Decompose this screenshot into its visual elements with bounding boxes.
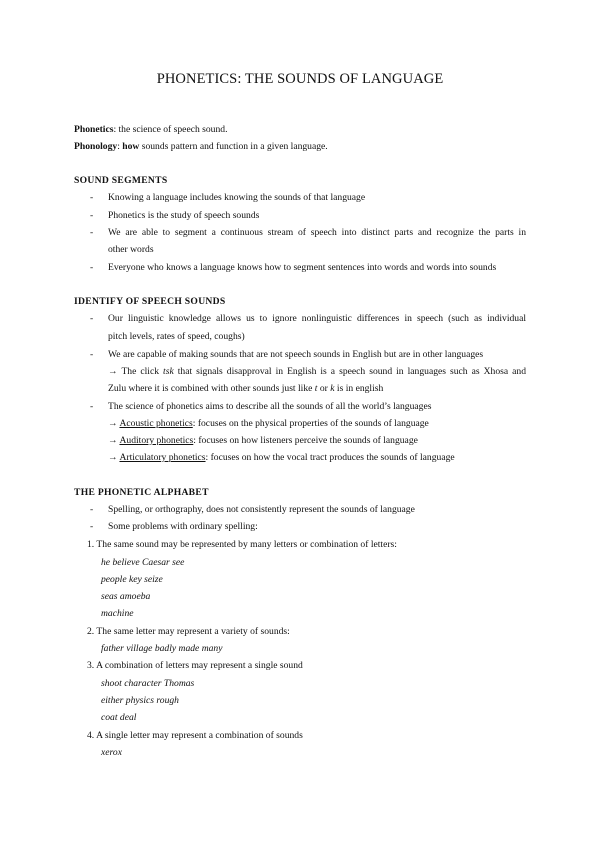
list-item: The science of phonetics aims to describe all the sounds of all the world’s languages	[108, 401, 432, 412]
list-item-continuation: other words	[108, 244, 154, 255]
heading-sound-segments: SOUND SEGMENTS	[74, 175, 168, 186]
letter-t: t	[314, 383, 318, 394]
page-title: PHONETICS: THE SOUNDS OF LANGUAGE	[156, 71, 444, 87]
arrow-item-continuation	[108, 383, 383, 394]
list-item: Knowing a language includes knowing the sounds of that language	[108, 192, 366, 203]
list-item: We are able to segment a continuous stream of speech into distinct parts and recognize the parts in	[108, 227, 526, 238]
sub-item-text: : focuses on how listeners perceive the sounds of language	[193, 435, 418, 446]
definition-phonetics-text: : the science of speech sound.	[113, 124, 228, 135]
numbered-item-1: 1. The same sound may be represented by many letters or combination of letters:	[87, 539, 397, 550]
heading-identify-speech-sounds: IDENTIFY OF SPEECH SOUNDS	[74, 296, 226, 307]
list-item: Some problems with ordinary spelling:	[108, 521, 258, 532]
letter-k: k	[330, 383, 335, 394]
term-phonetics: Phonetics	[74, 124, 114, 135]
bullet-dash: -	[90, 210, 94, 221]
numbered-item-4: 4. A single letter may represent a combination of sounds	[87, 730, 303, 741]
arrow-item-click-sound	[108, 366, 526, 377]
example-line: coat deal	[101, 712, 137, 723]
term-acoustic-phonetics: Acoustic phonetics	[119, 418, 193, 429]
arrow-text: or	[317, 383, 331, 394]
term-auditory-phonetics: Auditory phonetics	[119, 435, 194, 446]
example-line: father village badly made many	[101, 643, 223, 654]
list-item: Our linguistic knowledge allows us to ignore nonlinguistic differences in speech (such as individual	[108, 313, 526, 324]
phonology-how: how	[122, 141, 140, 152]
list-item: Spelling, or orthography, does not consistently represent the sounds of language	[108, 504, 415, 515]
heading-phonetic-alphabet: THE PHONETIC ALPHABET	[74, 487, 209, 498]
term-phonology: Phonology	[74, 141, 118, 152]
list-item: Everyone who knows a language knows how to segment sentences into words and words into sounds	[108, 262, 497, 273]
bullet-dash: -	[90, 227, 94, 238]
sub-item-auditory	[108, 435, 418, 446]
numbered-item-3: 3. A combination of letters may represent a single sound	[87, 660, 303, 671]
example-line: either physics rough	[101, 695, 179, 706]
example-line: people key seize	[101, 574, 163, 585]
list-item: We are capable of making sounds that are not speech sounds in English but are in other languages	[108, 349, 484, 360]
example-line: xerox	[101, 747, 122, 758]
bullet-dash: -	[90, 349, 94, 360]
arrow-text: is in english	[334, 383, 384, 394]
definition-phonology	[74, 141, 328, 152]
bullet-dash: -	[90, 521, 94, 532]
sub-item-articulatory	[108, 452, 455, 463]
example-line: machine	[101, 608, 134, 619]
bullet-dash: -	[90, 192, 94, 203]
bullet-dash: -	[90, 401, 94, 412]
arrow-icon: →	[108, 452, 120, 463]
example-line: shoot character Thomas	[101, 678, 195, 689]
arrow-text: → The click	[108, 366, 164, 377]
sub-item-acoustic	[108, 418, 429, 429]
bullet-dash: -	[90, 313, 94, 324]
bullet-dash: -	[90, 504, 94, 515]
list-item-continuation: pitch levels, rates of speed, coughs)	[108, 331, 245, 342]
definition-phonetics	[74, 124, 227, 135]
sub-item-text: : focuses on how the vocal tract produces the sounds of language	[205, 452, 455, 463]
arrow-text: Zulu where it is combined with other sounds just like	[108, 383, 315, 394]
sub-item-text: : focuses on the physical properties of the sounds of language	[192, 418, 429, 429]
arrow-icon: →	[108, 435, 120, 446]
definition-phonology-text: sounds pattern and function in a given language.	[139, 141, 328, 152]
term-articulatory-phonetics: Articulatory phonetics	[119, 452, 206, 463]
bullet-dash: -	[90, 262, 94, 273]
example-line: seas amoeba	[101, 591, 151, 602]
list-item: Phonetics is the study of speech sounds	[108, 210, 260, 221]
arrow-icon: →	[108, 418, 120, 429]
example-line: he believe Caesar see	[101, 557, 185, 568]
arrow-text: that signals disapproval in English is a speech sound in languages such as Xhosa and	[173, 366, 526, 377]
definition-phonology-colon: :	[117, 141, 123, 152]
numbered-item-2: 2. The same letter may represent a variety of sounds:	[87, 626, 290, 637]
word-tsk: tsk	[163, 366, 174, 377]
